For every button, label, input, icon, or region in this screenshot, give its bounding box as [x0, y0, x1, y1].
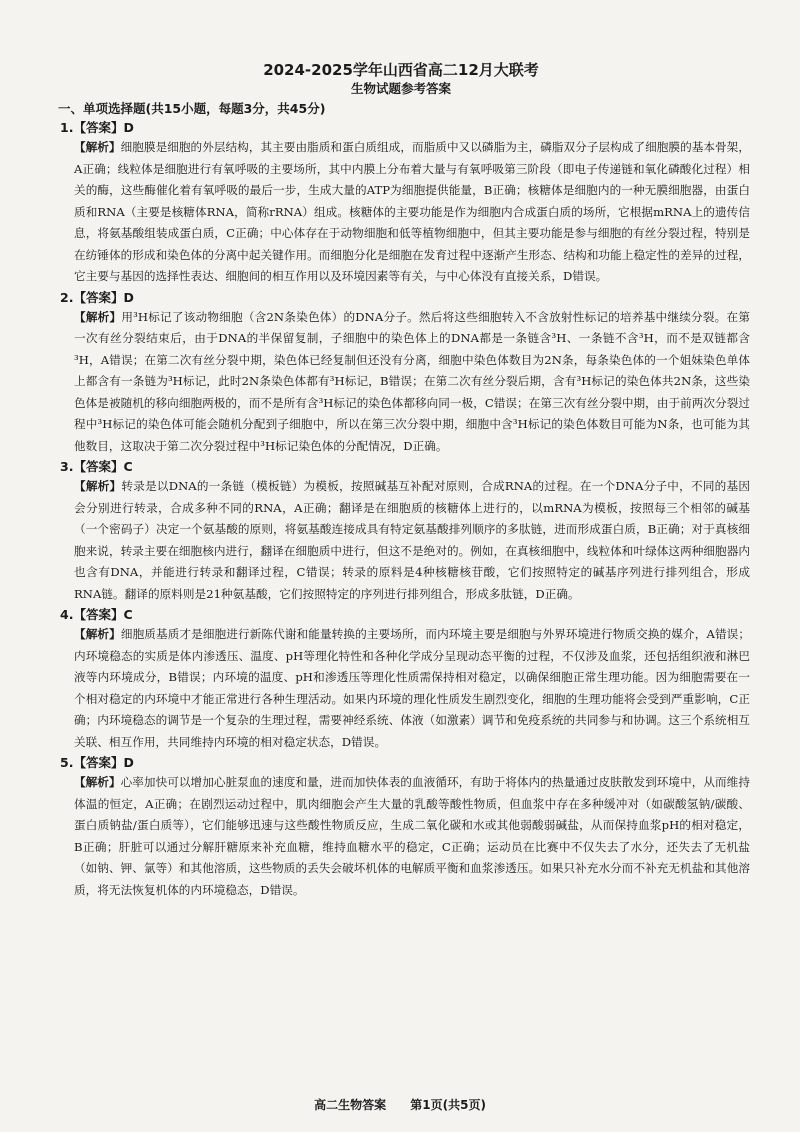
question-3: [60, 457, 750, 605]
exam-subtitle: 生物试题参考答案: [350, 81, 451, 96]
exam-title: 2024-2025学年山西省高二12月大联考: [263, 61, 539, 79]
explanation-text: 细胞质基质才是细胞进行新陈代谢和能量转换的主要场所，而内环境主要是细胞与外界环境进行物质交换的媒介，A错误；内环境稳态的实质是体内渗透压、温度、pH等理化特性和各种化学成分呈现动态平衡的过程，不仅涉及血浆，还包括组织液和淋巴液等内环境成分，B错误；内环境的温度、pH和渗透压等理化性质需保持相对稳定，以确保细胞正常生理功能。因为细胞需要在一个相对稳定的内环境中才能正常进行各种生理活动。如果内环境的理化性质发生剧烈变化，细胞的生理功能将会受到严重影响，C正确；内环境稳态的调节是一个复杂的生理过程，需要神经系统、体液（如激素）调节和免疫系统的共同参与和协调。这三个系统相互关联、相互作用，共同维持内环境的相对稳定状态，D错误。: [74, 627, 751, 749]
answer-label: 3.【答案】C: [60, 459, 133, 474]
explanation: [74, 137, 750, 288]
explanation: [74, 307, 750, 458]
explanation-tag: 【解析】: [74, 775, 121, 789]
section-heading: 一、单项选择题(共15小题，每题3分，共45分): [58, 101, 326, 116]
explanation-tag: 【解析】: [74, 140, 121, 154]
explanation: [74, 772, 750, 901]
explanation-text: 细胞膜是细胞的外层结构，其主要由脂质和蛋白质组成，而脂质中又以磷脂为主，磷脂双分子层构成了细胞膜的基本骨架，A正确；线粒体是细胞进行有氧呼吸的主要场所，其中内膜上分布着大量与有氧呼吸第三阶段（即电子传递链和氧化磷酸化过程）相关的酶，这些酶催化着有氧呼吸的最后一步，生成大量的ATP为细胞提供能量，B正确；核糖体是细胞内的一种无膜细胞器，由蛋白质和RNA（主要是核糖体RNA，简称rRNA）组成。核糖体的主要功能是作为细胞内合成蛋白质的场所，它根据mRNA上的遗传信息，将氨基酸组装成蛋白质，C正确；中心体存在于动物细胞和低等植物细胞中，但其主要功能是参与细胞的有丝分裂过程，特别是在纺锤体的形成和染色体的分离中起关键作用。而细胞分化是细胞在发育过程中逐渐产生形态、结构和功能上稳定性的差异的过程，它主要与基因的选择性表达、细胞间的相互作用以及环境因素等有关，与中心体没有直接关系，D错误。: [74, 140, 750, 283]
explanation-text: 转录是以DNA的一条链（模板链）为模板，按照碱基互补配对原则，合成RNA的过程。在一个DNA分子中，不同的基因会分别进行转录，合成多种不同的RNA，A正确；翻译是在细胞质的核糖体上进行的，以mRNA为模板，按照每三个相邻的碱基（一个密码子）决定一个氨基酸的原则，将氨基酸连接成具有特定氨基酸排列顺序的多肽链，进而形成蛋白质，B正确；对于真核细胞来说，转录主要在细胞核内进行，翻译在细胞质中进行，但这不是绝对的。例如，在真核细胞中，线粒体和叶绿体这两种细胞器内也含有DNA，并能进行转录和翻译过程，C错误；转录的原料是4种核糖核苷酸，它们按照特定的碱基序列进行排列组合，形成RNA链。翻译的原料则是21种氨基酸，它们按照特定的序列进行排列组合，形成多肽链，D正确。: [74, 479, 751, 601]
explanation-text: 用³H标记了该动物细胞（含2N条染色体）的DNA分子。然后将这些细胞转入不含放射性标记的培养基中继续分裂。在第一次有丝分裂结束后，由于DNA的半保留复制，子细胞中的染色体上的DNA都是一条链含³H、一条链不含³H，而不是双链都含³H，A错误；在第二次有丝分裂中期，染色体已经复制但还没有分离，细胞中染色体数目为2N条，每条染色体的一个姐妹染色单体上都含有一条链为³H标记，此时2N条染色体都有³H标记，B错误；在第二次有丝分裂后期，含有³H标记的染色体共2N条，这些染色体是被随机的移向细胞两极的，而不是所有含³H标记的染色体都移向同一极，C错误；在第三次有丝分裂中期，由于前两次分裂过程中³H标记的染色体可能会随机分配到子细胞中，所以在第三次分裂中期，细胞中含³H标记的染色体数目可能为N条，也可能为其他数目，这取决于第二次分裂过程中³H标记染色体的分配情况，D正确。: [74, 309, 750, 453]
question-5: [60, 753, 750, 901]
explanation-tag: 【解析】: [74, 479, 122, 493]
answer-label: 5.【答案】D: [60, 755, 134, 770]
page-footer: [0, 1096, 800, 1113]
answer-label: 1.【答案】D: [60, 120, 134, 135]
question-1: [60, 118, 750, 288]
question-4: [60, 605, 750, 753]
footer-subject: 高二生物答案: [314, 1098, 387, 1112]
explanation-text: 心率加快可以增加心脏泵血的速度和量，进而加快体表的血液循环，有助于将体内的热量通过皮肤散发到环境中，从而维持体温的恒定，A正确；在剧烈运动过程中，肌肉细胞会产生大量的乳酸等酸性物质，但血浆中存在多种缓冲对（如碳酸氢钠/碳酸、蛋白质钠盐/蛋白质等），它们能够迅速与这些酸性物质反应，生成二氧化碳和水或其他弱酸弱碱盐，从而保持血浆pH的相对稳定，B正确；肝脏可以通过分解肝糖原来补充血糖，维持血糖水平的稳定，C正确；运动员在比赛中不仅失去了水分，还失去了无机盐（如钠、钾、氯等）和其他溶质，这些物质的丢失会破坏机体的电解质平衡和血浆渗透压。如果只补充水分而不补充无机盐和其他溶质，将无法恢复机体的内环境稳态，D错误。: [74, 775, 750, 897]
question-2: [60, 288, 750, 458]
explanation: [74, 476, 750, 605]
explanation-tag: 【解析】: [74, 627, 121, 641]
answer-label: 2.【答案】D: [60, 289, 134, 305]
explanation-tag: 【解析】: [74, 309, 122, 324]
answer-label: 4.【答案】C: [60, 607, 133, 622]
explanation: [74, 624, 750, 753]
footer-page-number: 第1页(共5页): [410, 1098, 486, 1112]
